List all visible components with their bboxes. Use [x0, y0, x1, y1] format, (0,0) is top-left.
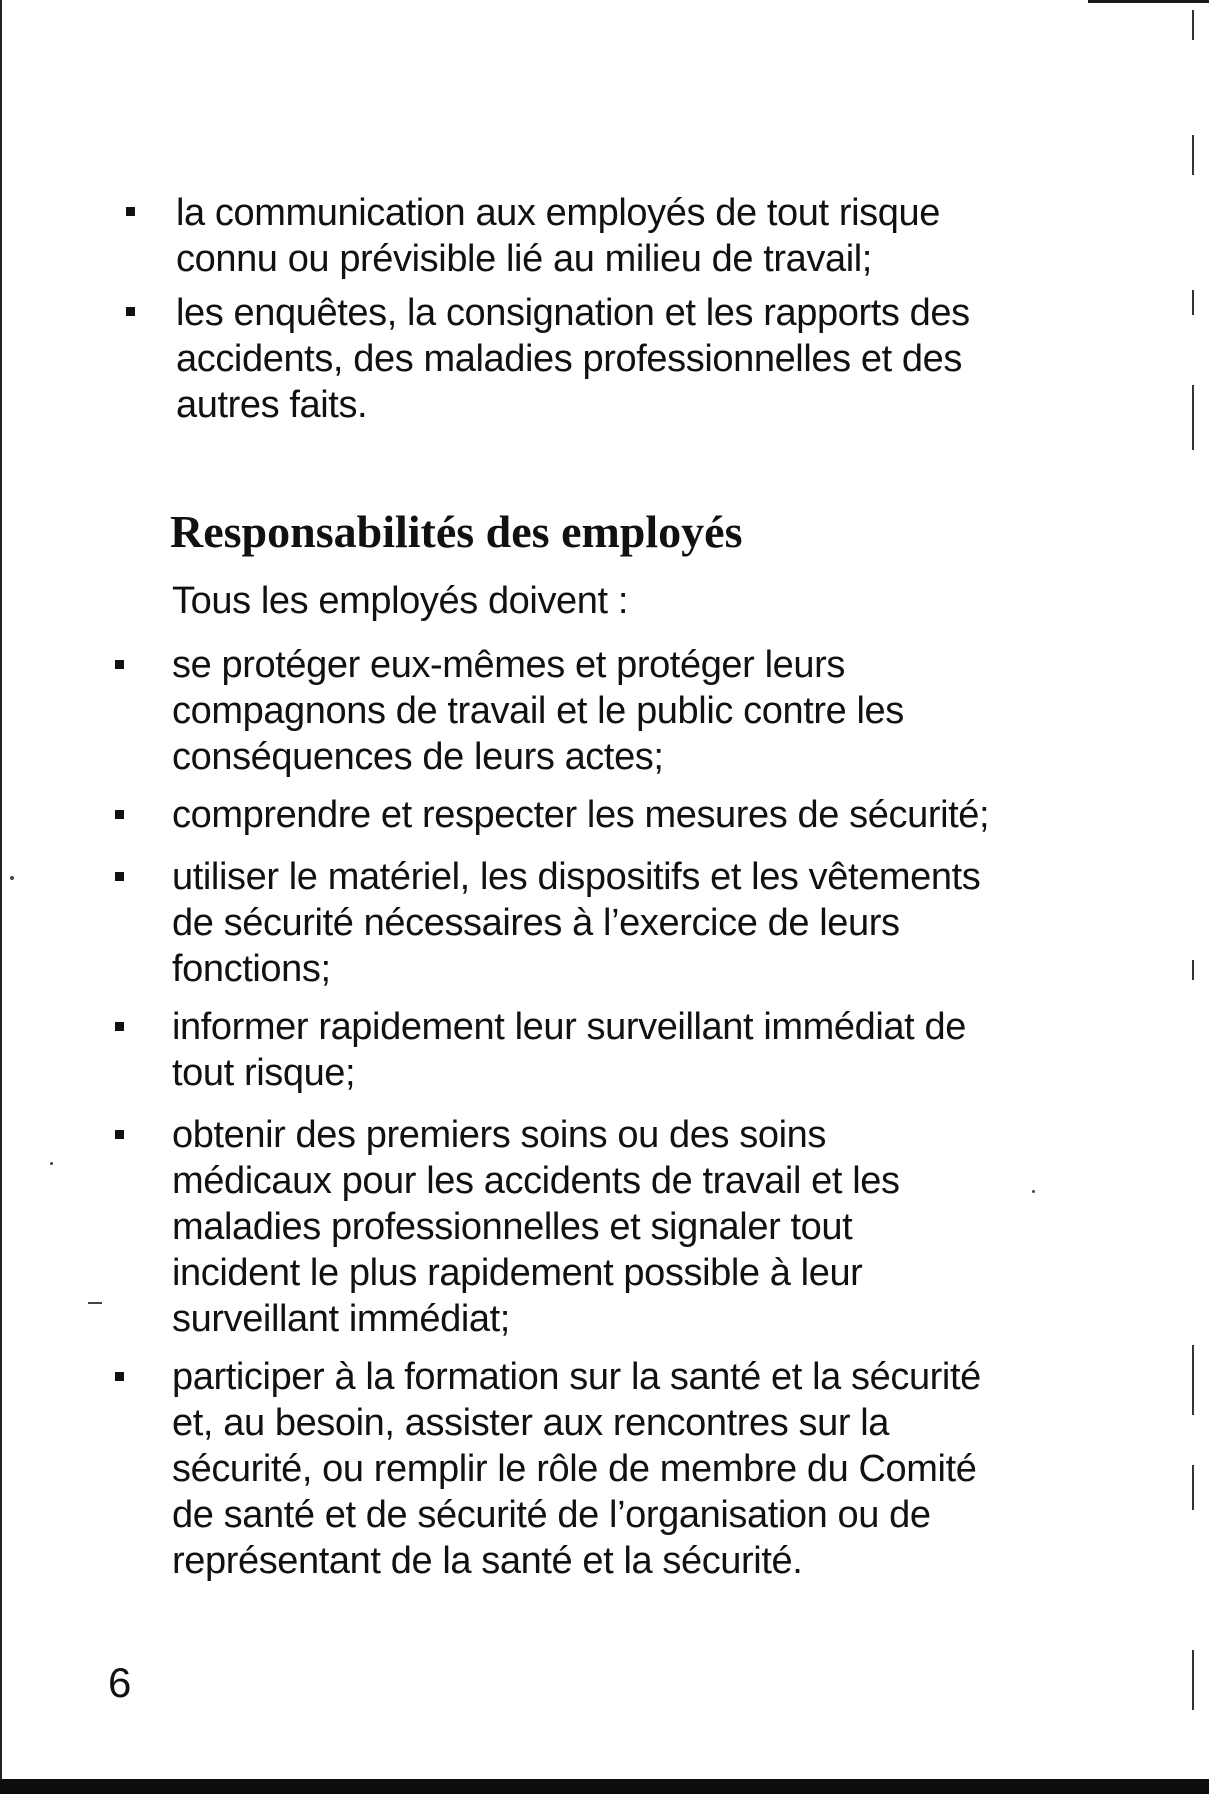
list-item [172, 1004, 1122, 1096]
list-item-line: et, au besoin, assister aux rencontres sur la [172, 1402, 890, 1444]
list-item-line: accidents, des maladies professionnelles et des [176, 338, 962, 380]
bottom-edge-rule [0, 1779, 1209, 1794]
top-edge-rule [1088, 0, 1209, 3]
list-item-line: les enquêtes, la consignation et les rapports des [176, 292, 970, 334]
list-item [172, 854, 1122, 992]
list-item-line: de santé et de sécurité de l’organisation ou de [172, 1494, 931, 1536]
list-item [172, 1354, 1122, 1584]
list-item-line: connu ou prévisible lié au milieu de travail; [176, 238, 872, 280]
list-item [176, 290, 1126, 428]
list-item-line: obtenir des premiers soins ou des soins [172, 1114, 826, 1156]
square-bullet-icon [115, 872, 124, 881]
list-item-line: compagnons de travail et le public contre les [172, 690, 904, 732]
list-item-line: participer à la formation sur la santé et la sécurité [172, 1356, 981, 1398]
right-page-edge [1192, 0, 1209, 1780]
section-heading: Responsabilités des employés [170, 506, 743, 557]
list-item-line: de sécurité nécessaires à l’exercice de leurs [172, 902, 900, 944]
square-bullet-icon [126, 207, 135, 216]
list-item-line: médicaux pour les accidents de travail et les [172, 1160, 900, 1202]
list-item-line: conséquences de leurs actes; [172, 736, 664, 778]
square-bullet-icon [115, 1372, 124, 1381]
list-item-line: sécurité, ou remplir le rôle de membre du Comité [172, 1448, 977, 1490]
page-number: 6 [108, 1659, 132, 1706]
scan-speck [10, 876, 14, 880]
scan-speck [1032, 1190, 1035, 1193]
list-item-line: surveillant immédiat; [172, 1298, 510, 1340]
list-item-line: utiliser le matériel, les dispositifs et les vêtements [172, 856, 981, 898]
list-item-line: fonctions; [172, 948, 331, 990]
list-item-line: la communication aux employés de tout risque [176, 192, 940, 234]
list-item-line: informer rapidement leur surveillant immédiat de [172, 1006, 966, 1048]
list-item-line: comprendre et respecter les mesures de sécurité; [172, 794, 990, 836]
list-item-line: incident le plus rapidement possible à leur [172, 1252, 863, 1294]
square-bullet-icon [115, 1130, 124, 1139]
list-item-line: tout risque; [172, 1052, 356, 1094]
list-item [172, 792, 1122, 838]
list-item [172, 642, 1122, 780]
section-intro: Tous les employés doivent : [172, 580, 628, 622]
list-item [172, 1112, 1122, 1342]
square-bullet-icon [115, 810, 124, 819]
scan-speck [88, 1302, 102, 1304]
list-item [176, 190, 1126, 282]
scan-speck [50, 1162, 53, 1165]
square-bullet-icon [115, 660, 124, 669]
square-bullet-icon [115, 1022, 124, 1031]
list-item-line: représentant de la santé et la sécurité. [172, 1540, 803, 1582]
square-bullet-icon [126, 307, 135, 316]
list-item-line: autres faits. [176, 384, 368, 426]
left-page-edge [0, 0, 2, 1780]
list-item-line: maladies professionnelles et signaler tout [172, 1206, 853, 1248]
list-item-line: se protéger eux-mêmes et protéger leurs [172, 644, 845, 686]
